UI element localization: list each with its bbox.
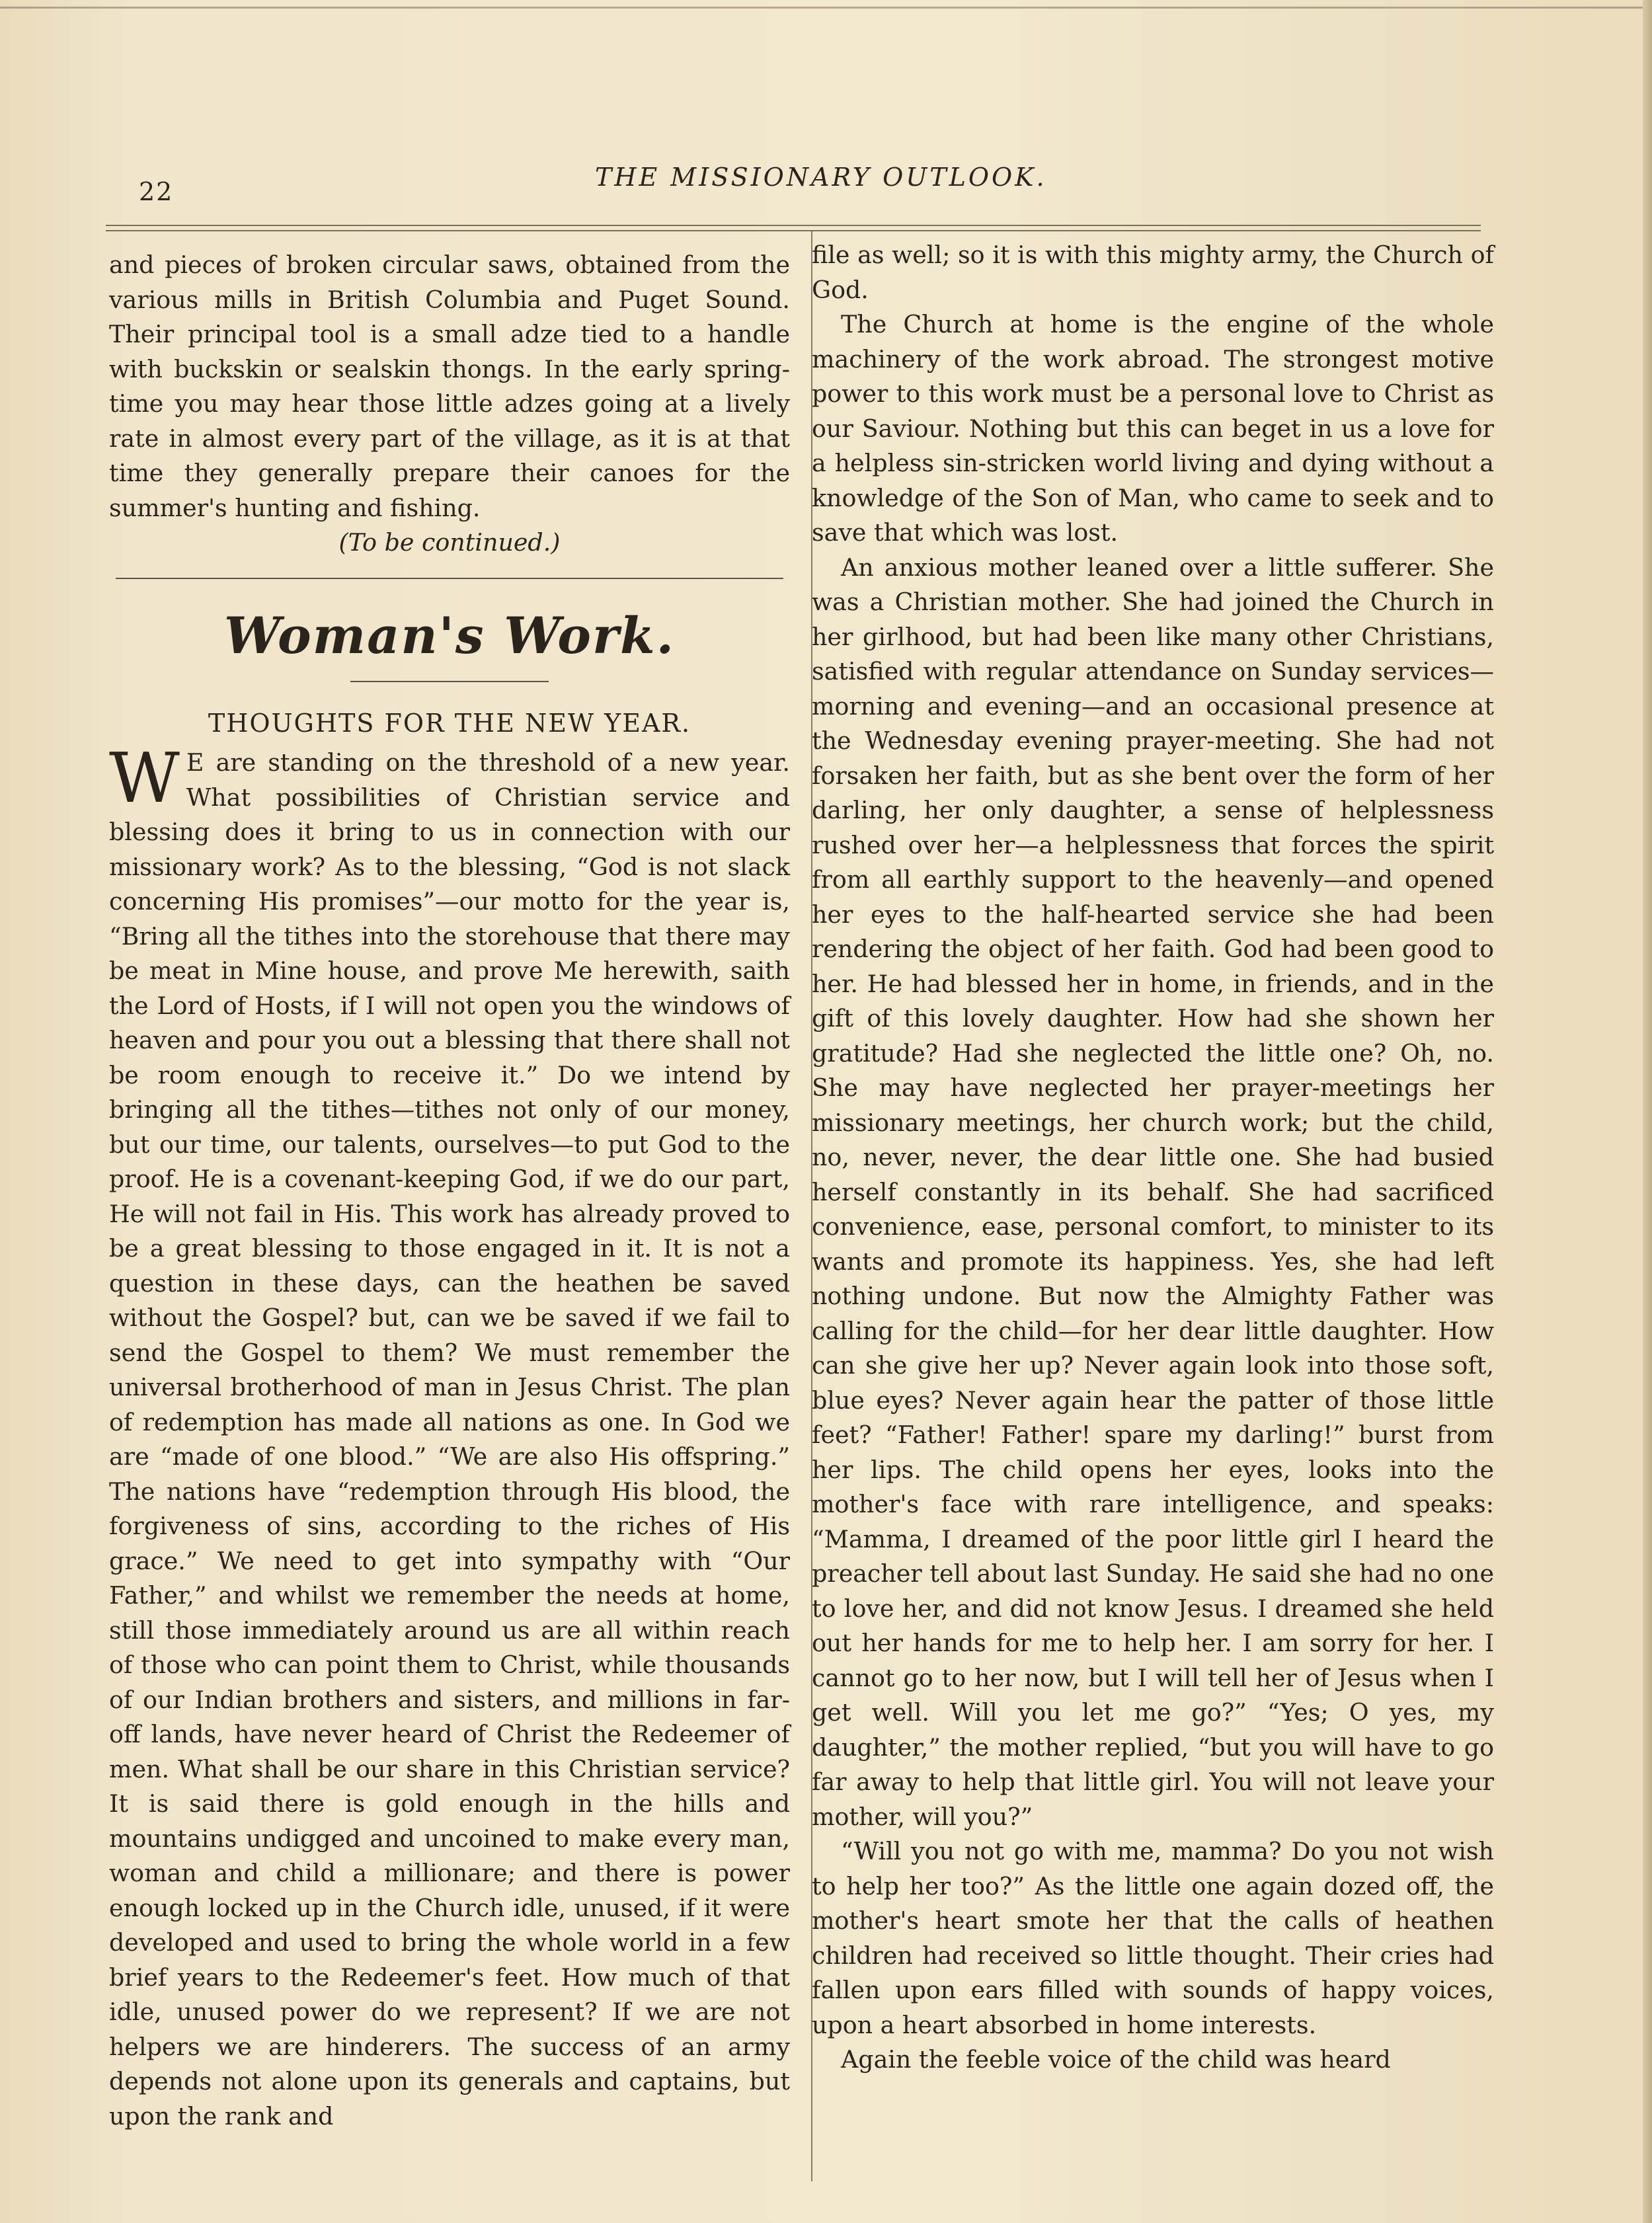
to-be-continued: (To be continued.) (338, 528, 561, 557)
section-title: Woman's Work. (223, 605, 676, 665)
top-edge-rule (0, 7, 1652, 9)
article-first-paragraph (109, 738, 790, 2134)
article-title: THOUGHTS FOR THE NEW YEAR. (208, 708, 691, 738)
header-rule-top (106, 225, 1481, 226)
carryover-paragraph: and pieces of broken circular saws, obtained from the various mills in British Columbia and Puget Sound. Their principal tool is a small adze tied to a handle with buckskin or sealskin thongs. In the early spring-time you may hear those little adzes going at a lively rate in almost every part of the village, as it is at that time they generally prepare their canoes for the summer's hunting and fishing. (109, 251, 790, 522)
drop-cap: W (109, 738, 180, 818)
article-body-text: E are standing on the threshold of a new year. What possibilities of Christian service and blessing does it bring to us in connection with our missionary work? As to the blessing, “God is not slack concerning His promises”—our motto for the year is, “Bring all the tithes into the storehouse that there may be meat in Mine house, and prove Me herewith, saith the Lord of Hosts, if I will not open you the windows of heaven and pour you out a blessing that there shall not be room enough to receive it.” Do we intend by bringing all the tithes—tithes not only of our money, but our time, our talents, ourselves—to put God to the proof. He is a covenant-keeping God, if we do our part, He will not fail in His. This work has already proved to be a great blessing to those engaged in it. It is not a question in these days, can the heathen be saved without the Gospel? but, can we be saved if we fail to send the Gospel to them? We must remember the universal brotherhood of man in Jesus Christ. The plan of redemption has made all nations as one. In God we are “made of one blood.” “We are also His offspring.” The nations have “redemption through His blood, the forgiveness of sins, according to the riches of His grace.” We need to get into sympathy with “Our Father,” and whilst we remember the needs at home, still those immediately around us are all within reach of those who can point them to Christ, while thousands of our Indian brothers and sisters, and millions in far-off lands, have never heard of Christ the Redeemer of men. What shall be our share in this Christian service? It is said there is gold enough in the hills and mountains undigged and uncoined to make every man, woman and child a millionare; and there is power enough locked up in the Church idle, unused, if it were developed and used to bring the whole world in a few brief years to the Redeemer's feet. How much of that idle, unused power do we represent? If we are not helpers we are hinderers. The success of an army depends not alone upon its generals and captains, but upon the rank and (109, 748, 790, 2130)
paragraph: The Church at home is the engine of the whole machinery of the work abroad. The strongest motive power to this work must be a personal love to Christ as our Saviour. Nothing but this can beget in us a love for a helpless sin-stricken world living and dying without a knowledge of the Son of Man, who came to seek and to save that which was lost. (812, 310, 1494, 547)
right-column (812, 238, 1494, 2078)
page-binding-edge (1643, 0, 1652, 2223)
left-column (109, 248, 790, 2134)
paragraph: “Will you not go with me, mamma? Do you not wish to help her too?” As the little one again dozed off, the mother's heart smote her that the calls of heathen children had received so little thought. Their cries had fallen upon ears filled with sounds of happy voices, upon a heart absorbed in home interests. (812, 1837, 1494, 2039)
running-title: THE MISSIONARY OUTLOOK. (595, 163, 1047, 192)
page-number: 22 (139, 177, 174, 206)
paragraph: An anxious mother leaned over a little sufferer. She was a Christian mother. She had joined the Church in her girlhood, but had been like many other Christians, satisfied with regular attendance on Sunday services—morning and evening—and an occasional presence at the Wednesday evening prayer-meeting. She had not forsaken her faith, but as she bent over the form of her darling, her only daughter, a sense of helplessness rushed over her—a helplessness that forces the spirit from all earthly support to the heavenly—and opened her eyes to the half-hearted service she had been rendering the object of her faith. God had been good to her. He had blessed her in home, in friends, and in the gift of this lovely daughter. How had she shown her gratitude? Had she neglected the little one? Oh, no. She may have neglected her prayer-meetings her missionary meetings, her church work; but the child, no, never, never, the dear little one. She had busied herself constantly in its behalf. She had sacrificed convenience, ease, personal comfort, to minister to its wants and promote its happiness. Yes, she had left nothing undone. But now the Almighty Father was calling for the child—for her dear little daughter. How can she give her up? Never again look into those soft, blue eyes? Never again hear the patter of those little feet? “Father! Father! spare my darling!” burst from her lips. The child opens her eyes, looks into the mother's face with rare intelligence, and speaks: “Mamma, I dreamed of the poor little girl I heard the preacher tell about last Sunday. He said she had no one to love her, and did not know Jesus. I dreamed she held out her hands for me to help her. I am sorry for her. I cannot go to her now, but I will tell her of Jesus when I get well. Will you let me go?” “Yes; O yes, my daughter,” the mother replied, “but you will have to go far away to help that little girl. You will not leave your mother, will you?” (812, 553, 1494, 1831)
paragraph-continuation: file as well; so it is with this mighty army, the Church of God. (812, 241, 1494, 304)
header-rule-bottom (106, 230, 1481, 231)
section-title-underline (350, 681, 549, 682)
paragraph: Again the feeble voice of the child was heard (841, 2045, 1391, 2074)
section-divider-rule (116, 578, 783, 579)
